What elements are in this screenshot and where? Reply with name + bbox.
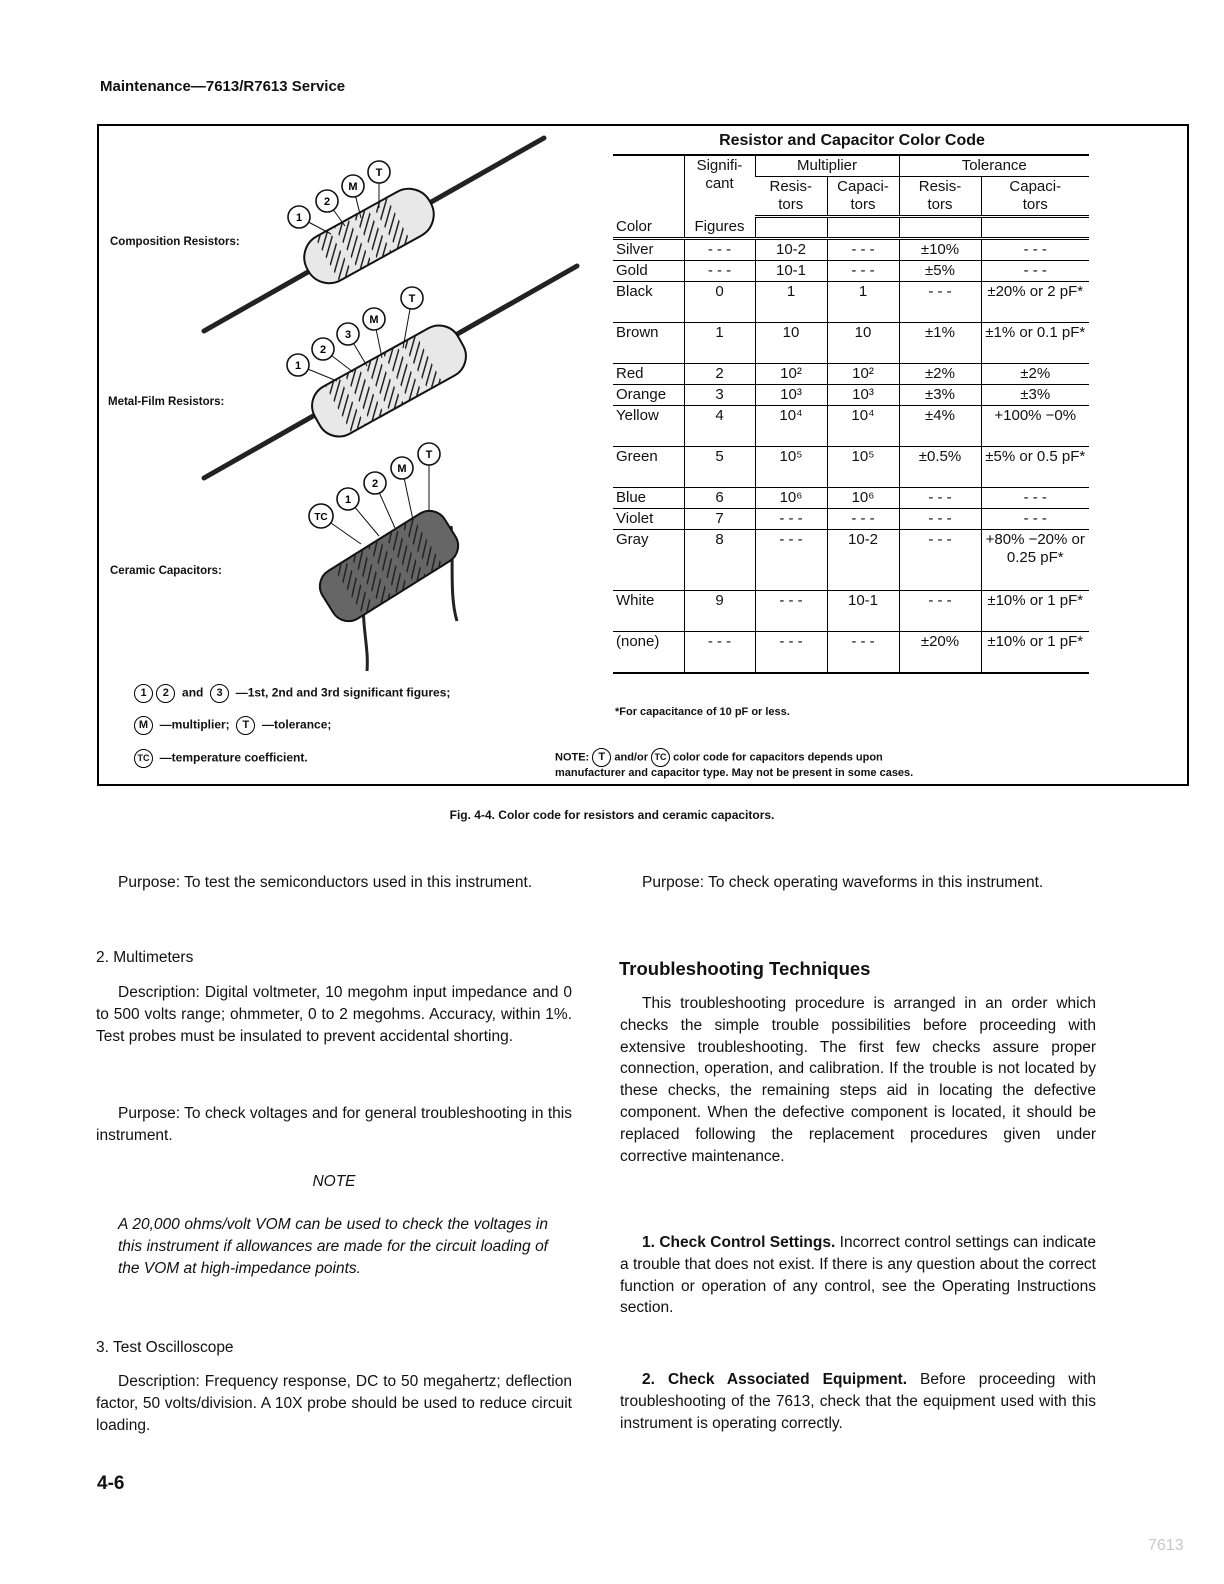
cell-mr: 1 — [755, 281, 827, 322]
page-number: 4-6 — [97, 1473, 125, 1494]
cell-mc: 10² — [827, 363, 899, 384]
marker-t-icon: T — [592, 748, 611, 767]
cell-tc: - - - — [981, 508, 1089, 529]
cell-mc: 10³ — [827, 384, 899, 405]
table-row — [613, 238, 1089, 260]
cell-tr: ±5% — [899, 260, 981, 281]
cell-fig: 7 — [684, 508, 755, 529]
table-note: NOTE: T and/or TC color code for capacitors depends upon — [555, 748, 1085, 767]
cell-mc: 10⁴ — [827, 405, 899, 446]
table-row — [613, 446, 1089, 487]
cell-fig: 4 — [684, 405, 755, 446]
cell-tr: ±2% — [899, 363, 981, 384]
svg-text:M: M — [369, 314, 379, 326]
col-header-color — [613, 155, 684, 217]
color-code-table — [613, 154, 1089, 674]
svg-text:T: T — [375, 167, 383, 179]
col-header-mult-capacitors: Capaci- tors — [827, 177, 899, 217]
cell-color: Violet — [613, 508, 684, 529]
cell-color: Green — [613, 446, 684, 487]
cell-fig: - - - — [684, 260, 755, 281]
left-purpose-1: Purpose: To test the semiconductors used in this instrument. — [118, 874, 533, 891]
cell-mr: 10 — [755, 322, 827, 363]
label-metal-film-resistors: Metal-Film Resistors: — [108, 396, 225, 408]
cell-color: Gold — [613, 260, 684, 281]
svg-text:1: 1 — [294, 360, 302, 372]
svg-text:3: 3 — [344, 329, 352, 341]
cell-mr: 10-2 — [755, 238, 827, 260]
cell-tc: ±1% or 0.1 pF* — [981, 322, 1089, 363]
cell-fig: 2 — [684, 363, 755, 384]
note-text: A 20,000 ohms/volt VOM can be used to check the voltages in this instrument if allowances are made for the circuit loading of the VOM at high-impedance points. — [118, 1216, 548, 1277]
cell-mr: 10⁶ — [755, 487, 827, 508]
col-header-significant: Signifi- cant — [684, 155, 755, 217]
cell-fig: 3 — [684, 384, 755, 405]
col-header-multiplier: Multiplier — [755, 155, 899, 177]
marker-t-icon: T — [236, 716, 255, 735]
cell-mc: - - - — [827, 631, 899, 673]
cell-mr: - - - — [755, 508, 827, 529]
cell-tr: ±0.5% — [899, 446, 981, 487]
cell-tc: - - - — [981, 260, 1089, 281]
cell-tc: - - - — [981, 487, 1089, 508]
cell-color: Yellow — [613, 405, 684, 446]
legend-line-3: TC —temperature coefficient. — [134, 749, 308, 768]
table-row — [613, 281, 1089, 322]
figure-caption: Fig. 4-4. Color code for resistors and ceramic capacitors. — [449, 808, 775, 822]
cell-fig: - - - — [684, 631, 755, 673]
cell-fig: 6 — [684, 487, 755, 508]
table-row — [613, 322, 1089, 363]
label-composition-resistors: Composition Resistors: — [110, 236, 240, 248]
table-note-line-2: manufacturer and capacitor type. May not be present in some cases. — [555, 767, 914, 779]
cell-mr: 10⁵ — [755, 446, 827, 487]
cell-tr: ±3% — [899, 384, 981, 405]
cell-fig: - - - — [684, 238, 755, 260]
cell-tr: ±20% — [899, 631, 981, 673]
oscilloscope-description: Description: Frequency response, DC to 50 megahertz; deflection factor, 50 volts/division. A 10X probe should be used to reduce circuit loading. — [96, 1373, 572, 1434]
svg-text:T: T — [408, 293, 416, 305]
cell-fig: 9 — [684, 590, 755, 631]
marker-tc-icon: TC — [651, 748, 670, 767]
table-footnote: *For capacitance of 10 pF or less. — [615, 706, 790, 718]
svg-text:1: 1 — [344, 494, 352, 506]
marker-2-icon: 2 — [156, 684, 175, 703]
cell-tc: +100% −0% — [981, 405, 1089, 446]
cell-tr: - - - — [899, 281, 981, 322]
label-ceramic-capacitors: Ceramic Capacitors: — [110, 565, 222, 577]
cell-mc: - - - — [827, 508, 899, 529]
svg-text:TC: TC — [314, 512, 328, 523]
cell-mr: 10⁴ — [755, 405, 827, 446]
marker-tc-icon: TC — [134, 749, 153, 768]
cell-color: White — [613, 590, 684, 631]
cell-fig: 1 — [684, 322, 755, 363]
marker-1-icon: 1 — [134, 684, 153, 703]
cell-color: Red — [613, 363, 684, 384]
step-1: 1. Check Control Settings. Incorrect control settings can indicate a trouble that does not exist. If there is any question about the correct function or operation of any control, see the Operating Instructions section. — [620, 1234, 1096, 1317]
cell-tc: ±5% or 0.5 pF* — [981, 446, 1089, 487]
table-row — [613, 405, 1089, 446]
cell-tr: - - - — [899, 590, 981, 631]
svg-text:M: M — [397, 463, 407, 475]
cell-mc: 10⁵ — [827, 446, 899, 487]
multimeters-purpose: Purpose: To check voltages and for general troubleshooting in this instrument. — [96, 1105, 572, 1144]
table-row — [613, 260, 1089, 281]
cell-color: Black — [613, 281, 684, 322]
ceramic-capacitor-drawing — [313, 504, 465, 671]
table-row — [613, 529, 1089, 590]
cell-mr: - - - — [755, 529, 827, 590]
page-header: Maintenance—7613/R7613 Service — [100, 78, 346, 95]
cell-tc: ±2% — [981, 363, 1089, 384]
cell-mc: 10-2 — [827, 529, 899, 590]
cell-fig: 0 — [684, 281, 755, 322]
col-header-tol-resistors: Resis- tors — [899, 177, 981, 217]
cell-tc: ±10% or 1 pF* — [981, 631, 1089, 673]
table-row — [613, 384, 1089, 405]
table-row — [613, 631, 1089, 673]
cell-mc: - - - — [827, 238, 899, 260]
multimeters-description: Description: Digital voltmeter, 10 megohm input impedance and 0 to 500 volts range; ohmmeter, 0 to 2 megohms. Accuracy, within 1%. Test probes must be insulated to prevent accidental shorting. — [96, 984, 572, 1045]
cell-tc: ±3% — [981, 384, 1089, 405]
cell-mr: - - - — [755, 590, 827, 631]
cell-color: Silver — [613, 238, 684, 260]
table-title: Resistor and Capacitor Color Code — [719, 132, 985, 149]
table-row — [613, 590, 1089, 631]
cell-mr: 10-1 — [755, 260, 827, 281]
cell-tc: - - - — [981, 238, 1089, 260]
cell-tc: +80% −20% or 0.25 pF* — [981, 529, 1089, 590]
cell-tr: - - - — [899, 529, 981, 590]
table-row — [613, 363, 1089, 384]
svg-text:T: T — [425, 449, 433, 461]
watermark: 7613 — [1148, 1537, 1184, 1554]
component-illustration — [99, 126, 613, 736]
section-title: Troubleshooting Techniques — [619, 958, 871, 979]
cell-color: (none) — [613, 631, 684, 673]
cell-color: Gray — [613, 529, 684, 590]
marker-m-icon: M — [134, 716, 153, 735]
marker-3-icon: 3 — [210, 684, 229, 703]
cell-mc: 10 — [827, 322, 899, 363]
step-2: 2. Check Associated Equipment. Before proceeding with troubleshooting of the 7613, check that the equipment used with this instrument is operating correctly. — [620, 1371, 1096, 1432]
table-row — [613, 508, 1089, 529]
cell-color: Blue — [613, 487, 684, 508]
cell-mr: 10² — [755, 363, 827, 384]
troubleshooting-intro: This troubleshooting procedure is arranged in an order which checks the simple trouble possibilities before proceeding with extensive troubleshooting. The first few checks assure proper connection, operation, and calibration. If the trouble is not located by these checks, the remaining steps aid in locating the defective component. When the defective component is located, it should be replaced following the replacement procedures given under corrective maintenance. — [620, 995, 1096, 1165]
table-row — [613, 487, 1089, 508]
cell-tc: ±20% or 2 pF* — [981, 281, 1089, 322]
col-header-mult-resistors: Resis- tors — [755, 177, 827, 217]
cell-color: Brown — [613, 322, 684, 363]
col-header-figures-label: Figures — [684, 217, 755, 239]
col-header-color-label: Color — [613, 217, 684, 239]
cell-mr: - - - — [755, 631, 827, 673]
svg-text:2: 2 — [371, 478, 379, 490]
heading-multimeters: 2. Multimeters — [96, 949, 194, 966]
cell-tc: ±10% or 1 pF* — [981, 590, 1089, 631]
cell-tr: ±4% — [899, 405, 981, 446]
cell-mc: 1 — [827, 281, 899, 322]
cell-mc: 10-1 — [827, 590, 899, 631]
svg-text:M: M — [348, 181, 358, 193]
cell-mc: 10⁶ — [827, 487, 899, 508]
cell-mr: 10³ — [755, 384, 827, 405]
legend-line-1: 1 2 and 3 —1st, 2nd and 3rd significant figures; — [134, 684, 450, 703]
svg-text:2: 2 — [319, 344, 327, 356]
col-header-tolerance: Tolerance — [899, 155, 1089, 177]
cell-color: Orange — [613, 384, 684, 405]
heading-test-oscilloscope: 3. Test Oscilloscope — [96, 1339, 234, 1356]
cell-tr: - - - — [899, 508, 981, 529]
legend-line-2: M —multiplier; T —tolerance; — [134, 716, 331, 735]
cell-tr: ±10% — [899, 238, 981, 260]
col-header-tol-capacitors: Capaci- tors — [981, 177, 1089, 217]
cell-fig: 5 — [684, 446, 755, 487]
note-title: NOTE — [312, 1173, 356, 1190]
cell-fig: 8 — [684, 529, 755, 590]
cell-mc: - - - — [827, 260, 899, 281]
cell-tr: ±1% — [899, 322, 981, 363]
right-purpose: Purpose: To check operating waveforms in this instrument. — [642, 874, 1044, 891]
svg-text:1: 1 — [295, 212, 303, 224]
svg-text:2: 2 — [323, 196, 331, 208]
cell-tr: - - - — [899, 487, 981, 508]
